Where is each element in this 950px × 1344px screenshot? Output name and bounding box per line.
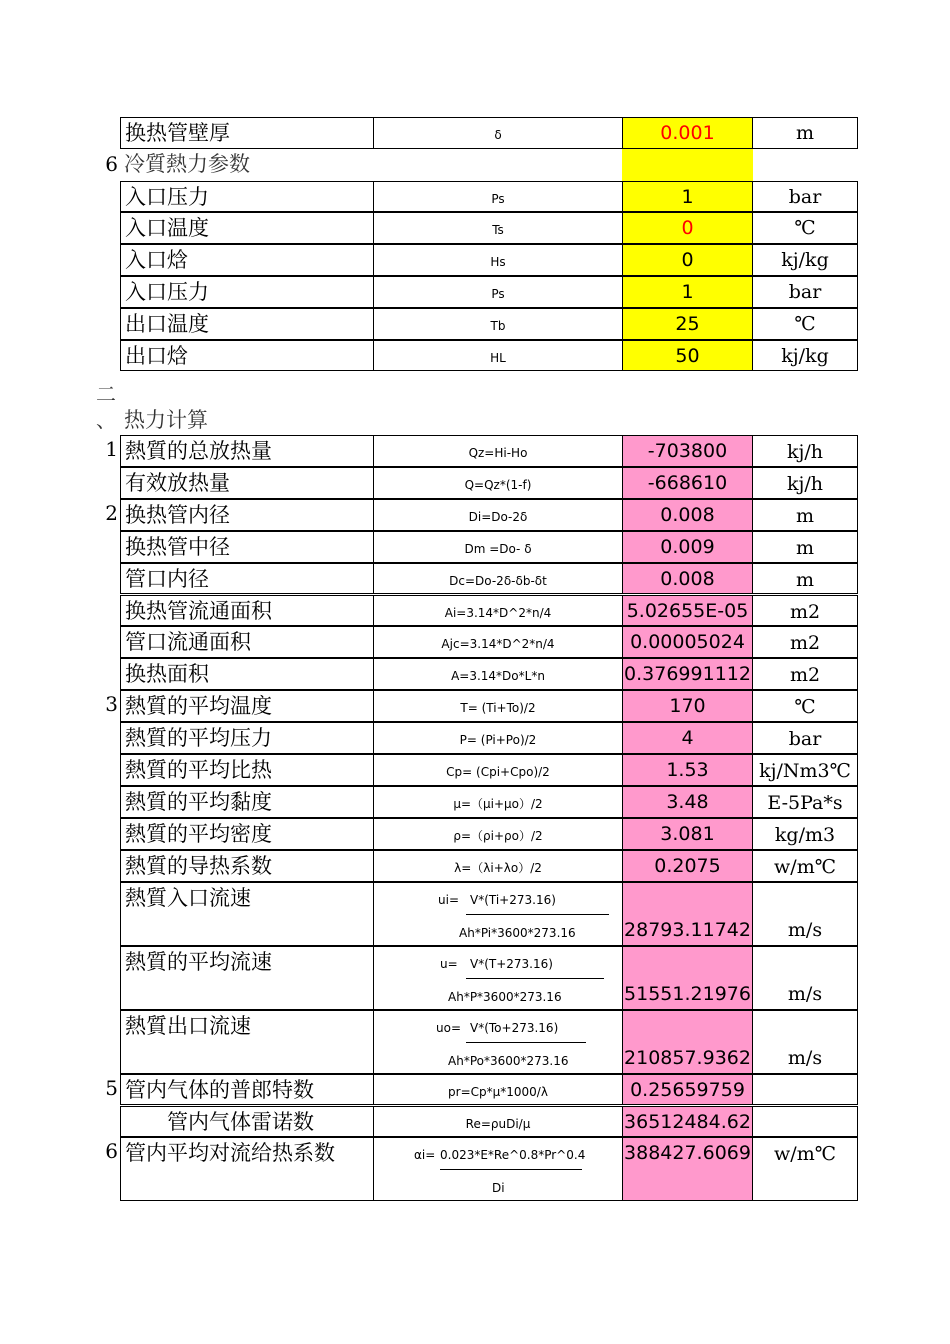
unit-cell: m (752, 531, 858, 563)
parameter-name: 入口压力 (120, 276, 374, 308)
parameter-name: 管口流通面积 (120, 626, 374, 658)
unit-cell: m2 (752, 658, 858, 690)
unit-cell: m (752, 563, 858, 595)
unit-cell: m/s (752, 946, 858, 1010)
unit-cell: kj/Nm3℃ (752, 754, 858, 786)
formula-numerator: V*(T+273.16) (470, 956, 553, 971)
row-number: 5 (105, 1075, 118, 1100)
unit-cell: w/m℃ (752, 850, 858, 882)
unit-cell: ℃ (752, 690, 858, 722)
value-cell[interactable]: 0 (622, 244, 753, 276)
result-cell[interactable]: 388427.6069 (622, 1137, 753, 1201)
parameter-name: 熱質的平均压力 (120, 722, 374, 754)
result-cell[interactable]: 0.009 (622, 531, 753, 563)
result-cell[interactable]: 4 (622, 722, 753, 754)
parameter-name: 换热面积 (120, 658, 374, 690)
unit-cell: m2 (752, 626, 858, 658)
formula-cell (373, 882, 623, 946)
formula-cell (373, 1010, 623, 1074)
formula-lhs: αi= (414, 1148, 436, 1163)
result-cell[interactable]: 28793.11742 (622, 882, 753, 946)
formula-cell: Ai=3.14*D^2*n/4 (373, 595, 623, 627)
formula-numerator: 0.023*E*Re^0.8*Pr^0.4 (440, 1148, 586, 1163)
parameter-name: 出口温度 (120, 308, 374, 340)
result-cell[interactable]: 0.376991112 (622, 658, 753, 690)
parameter-name: 冷質熱力参数 (124, 151, 250, 176)
unit-cell: w/m℃ (752, 1137, 858, 1201)
symbol-cell: Tb (373, 308, 623, 340)
symbol-cell: Ps (373, 181, 623, 213)
value-cell[interactable] (622, 149, 753, 181)
unit-cell: bar (752, 181, 858, 213)
formula-cell: Ajc=3.14*D^2*n/4 (373, 626, 623, 658)
formula-lhs: ui= (438, 892, 459, 907)
value-cell[interactable]: 1 (622, 276, 753, 308)
value-cell[interactable]: 0 (622, 212, 753, 244)
value-cell[interactable]: 25 (622, 308, 753, 340)
fraction-bar (466, 1042, 586, 1043)
unit-cell: bar (752, 276, 858, 308)
parameter-name: 换热管中径 (120, 531, 374, 563)
symbol-cell: Ps (373, 276, 623, 308)
formula-cell: Dm =Do- δ (373, 531, 623, 563)
parameter-name: 换热管流通面积 (120, 595, 374, 627)
parameter-name: 管内气体的普郎特数 (120, 1074, 374, 1106)
formula-cell: A=3.14*Do*L*n (373, 658, 623, 690)
parameter-name: 管口内径 (120, 563, 374, 595)
unit-cell: kj/h (752, 467, 858, 499)
fraction-bar (440, 1169, 582, 1170)
symbol-cell: Ts (373, 212, 623, 244)
formula-cell: pr=Cp*μ*1000/λ (373, 1074, 623, 1106)
row-number: 6 (105, 151, 118, 176)
parameter-name: 换热管壁厚 (120, 117, 374, 149)
parameter-name: 熱質的平均流速 (120, 946, 374, 1010)
unit-cell: kj/h (752, 435, 858, 467)
unit-cell (752, 1074, 858, 1106)
result-cell[interactable]: 3.48 (622, 786, 753, 818)
parameter-name: 熱質的平均温度 (120, 690, 374, 722)
unit-cell: m (752, 499, 858, 531)
formula-denominator: Ah*Po*3600*273.16 (448, 1053, 569, 1068)
formula-cell: Dc=Do-2δ-δb-δt (373, 563, 623, 595)
result-cell[interactable]: 0.00005024 (622, 626, 753, 658)
result-cell[interactable]: 0.25659759 (622, 1074, 753, 1106)
result-cell[interactable]: 3.081 (622, 818, 753, 850)
parameter-name: 熱質的平均黏度 (120, 786, 374, 818)
formula-cell: Di=Do-2δ (373, 499, 623, 531)
row-number: 3 (105, 692, 118, 717)
unit-cell: bar (752, 722, 858, 754)
result-cell[interactable]: 51551.21976 (622, 946, 753, 1010)
unit-cell: E-5Pa*s (752, 786, 858, 818)
symbol-cell: Hs (373, 244, 623, 276)
section-title: 热力计算 (124, 408, 208, 432)
formula-cell: ρ=（ρi+ρo）/2 (373, 818, 623, 850)
unit-cell (752, 1106, 858, 1138)
formula-denominator: Ah*P*3600*273.16 (448, 989, 562, 1004)
parameter-name: 熱質的导热系数 (120, 850, 374, 882)
symbol-cell: HL (373, 340, 623, 372)
unit-cell: ℃ (752, 308, 858, 340)
formula-cell: T= (Ti+To)/2 (373, 690, 623, 722)
parameter-name: 入口压力 (120, 181, 374, 213)
formula-numerator: V*(Ti+273.16) (470, 892, 556, 907)
formula-cell: P= (Pi+Po)/2 (373, 722, 623, 754)
unit-cell: m/s (752, 1010, 858, 1074)
parameter-name: 入口温度 (120, 212, 374, 244)
formula-cell: Qz=Hi-Ho (373, 435, 623, 467)
value-cell[interactable]: 50 (622, 340, 753, 372)
unit-cell: m2 (752, 595, 858, 627)
row-number: 1 (105, 437, 118, 461)
formula-cell (373, 946, 623, 1010)
parameter-name: 换热管内径 (120, 499, 374, 531)
formula-numerator: V*(To+273.16) (470, 1020, 559, 1035)
formula-lhs: u= (440, 956, 458, 971)
unit-cell: kg/m3 (752, 818, 858, 850)
result-cell[interactable]: 210857.9362 (622, 1010, 753, 1074)
parameter-name: 入口焓 (120, 244, 374, 276)
formula-lhs: uo= (436, 1020, 462, 1035)
parameter-name: 熱質的总放热量 (120, 435, 374, 467)
result-cell[interactable]: 0.008 (622, 563, 753, 595)
formula-denominator: Ah*Pi*3600*273.16 (459, 925, 576, 940)
parameter-name: 熱質的平均比热 (120, 754, 374, 786)
result-cell[interactable]: -668610 (622, 467, 753, 499)
parameter-name: 管内气体雷诺数 (120, 1106, 374, 1138)
unit-cell: m/s (752, 882, 858, 946)
formula-cell: Q=Qz*(1-f) (373, 467, 623, 499)
formula-cell (373, 1137, 623, 1201)
parameter-name: 有效放热量 (120, 467, 374, 499)
parameter-name: 出口焓 (120, 340, 374, 372)
section-number: 二 (96, 382, 116, 406)
result-cell[interactable]: 5.02655E-05 (622, 595, 753, 627)
parameter-name: 熱質出口流速 (120, 1010, 374, 1074)
result-cell[interactable]: 1.53 (622, 754, 753, 786)
fraction-bar (466, 978, 604, 979)
formula-cell: μ=（μi+μo）/2 (373, 786, 623, 818)
row-number: 6 (105, 1139, 118, 1164)
row-number: 2 (105, 500, 118, 525)
symbol-cell: δ (373, 117, 623, 149)
parameter-name: 管内平均对流给热系数 (120, 1137, 374, 1201)
parameter-name: 熱質的平均密度 (120, 818, 374, 850)
fraction-bar (466, 914, 609, 915)
unit-cell: kj/kg (752, 340, 858, 372)
formula-cell: Re=ρuDi/μ (373, 1106, 623, 1138)
formula-cell: Cp= (Cpi+Cpo)/2 (373, 754, 623, 786)
result-cell[interactable]: 0.008 (622, 499, 753, 531)
value-cell[interactable]: 0.001 (622, 117, 753, 149)
unit-cell: m (752, 117, 858, 149)
result-cell[interactable]: -703800 (622, 435, 753, 467)
result-cell[interactable]: 170 (622, 690, 753, 722)
parameter-name: 熱質入口流速 (120, 882, 374, 946)
formula-cell: λ=（λi+λo）/2 (373, 850, 623, 882)
formula-denominator: Di (492, 1181, 505, 1196)
result-cell[interactable]: 0.2075 (622, 850, 753, 882)
value-cell[interactable]: 1 (622, 181, 753, 213)
unit-cell: kj/kg (752, 244, 858, 276)
section-punct: 、 (96, 408, 116, 432)
unit-cell: ℃ (752, 212, 858, 244)
result-cell[interactable]: 36512484.62 (622, 1106, 753, 1138)
